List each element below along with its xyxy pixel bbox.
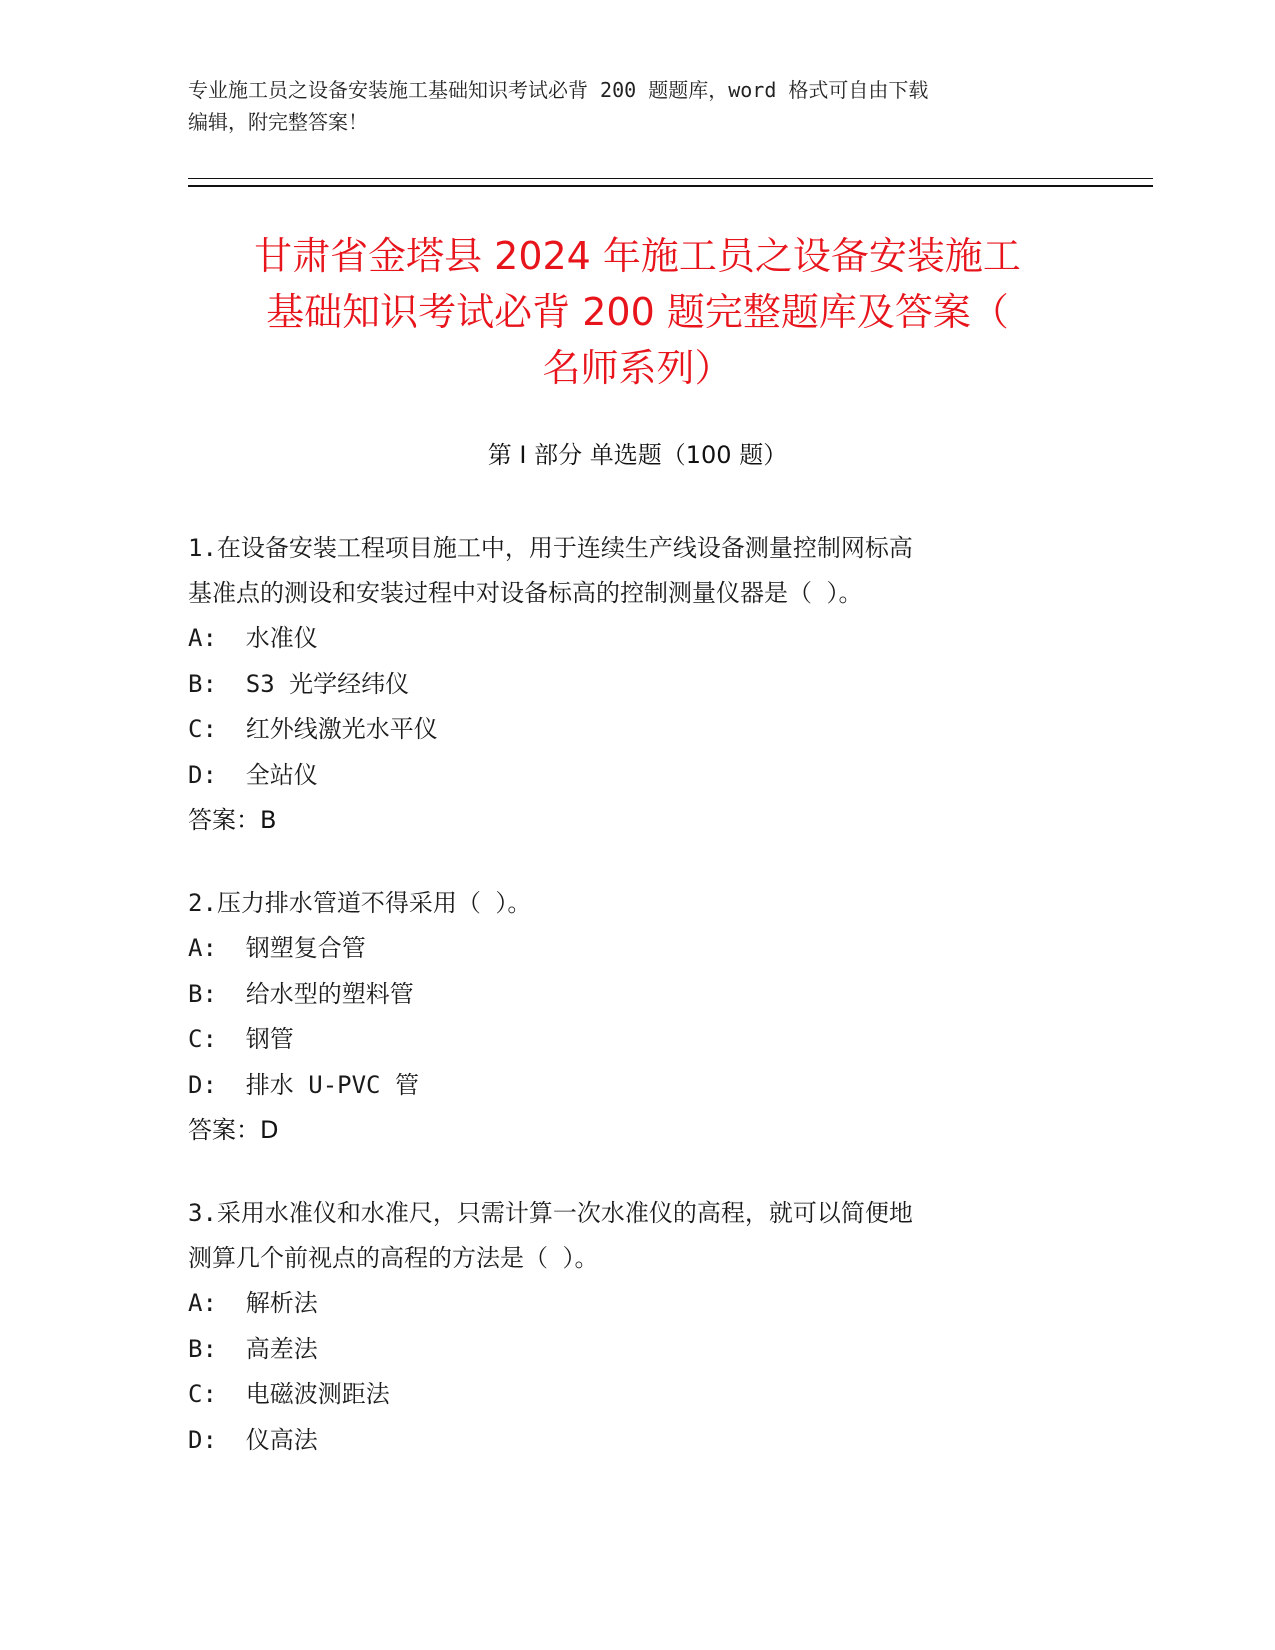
question-stem: 3.采用水准仪和水准尺，只需计算一次水准仪的高程，就可以简便地 — [188, 1199, 913, 1227]
question-item — [188, 526, 1068, 843]
option-a: A: 钢塑复合管 — [188, 934, 366, 962]
question-stem: 2.压力排水管道不得采用（ ）。 — [188, 889, 532, 917]
option-c: C: 红外线激光水平仪 — [188, 715, 438, 743]
option-b: B: 给水型的塑料管 — [188, 979, 414, 1008]
option-d: D: 仪高法 — [188, 1425, 318, 1454]
question-stem: 1.在设备安装工程项目施工中，用于连续生产线设备测量控制网标高 — [188, 534, 913, 562]
section-heading: 第 I 部分 单选题（100 题） — [487, 441, 788, 469]
question-item — [188, 881, 1068, 1153]
question-stem: 测算几个前视点的高程的方法是（ ）。 — [188, 1244, 599, 1272]
option-c: C: 钢管 — [188, 1025, 294, 1053]
header-divider-thin — [188, 178, 1153, 179]
document-title-line: 甘肃省金塔县 2024 年施工员之设备安装施工 — [254, 234, 1021, 278]
document-title-line: 基础知识考试必背 200 题完整题库及答案（ — [266, 290, 1009, 334]
header-note-line: 专业施工员之设备安装施工基础知识考试必背 200 题题库，word 格式可自由下载 — [188, 78, 929, 102]
option-d: D: 排水 U-PVC 管 — [188, 1070, 419, 1099]
document-title — [160, 228, 1115, 396]
header-note-line: 编辑，附完整答案！ — [188, 110, 368, 134]
option-b: B: S3 光学经纬仪 — [188, 669, 410, 698]
header-note — [188, 74, 1088, 138]
option-a: A: 水准仪 — [188, 624, 318, 652]
question-item — [188, 1191, 1068, 1463]
header-divider-thick — [188, 185, 1153, 187]
document-title-line: 名师系列） — [542, 346, 733, 390]
option-d: D: 全站仪 — [188, 760, 318, 789]
question-stem: 基准点的测设和安装过程中对设备标高的控制测量仪器是（ ）。 — [188, 579, 863, 607]
option-c: C: 电磁波测距法 — [188, 1380, 390, 1408]
answer-label: 答案：D — [188, 1116, 279, 1144]
question-list — [188, 526, 1068, 1501]
answer-label: 答案：B — [188, 806, 277, 834]
option-a: A: 解析法 — [188, 1289, 318, 1317]
option-b: B: 高差法 — [188, 1334, 318, 1363]
